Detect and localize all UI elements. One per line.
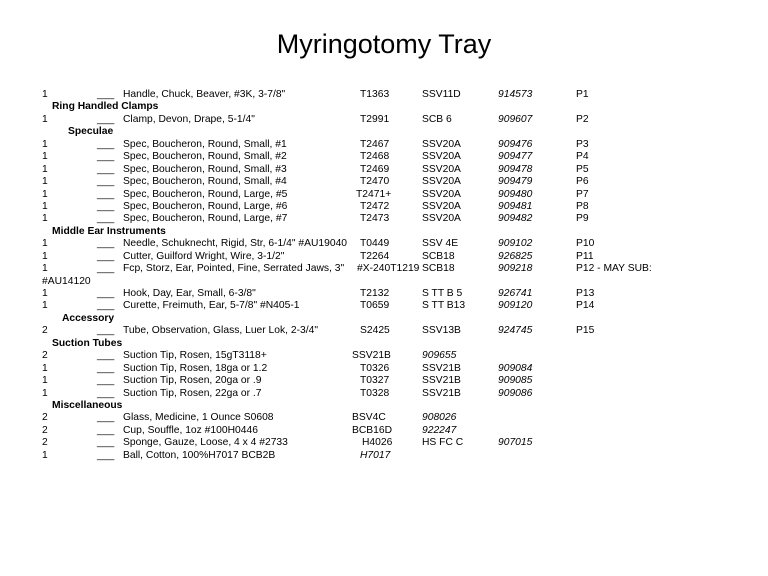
position: P6 bbox=[576, 176, 589, 188]
count-blank: ___ bbox=[97, 89, 115, 100]
item-number: 909482 bbox=[498, 213, 533, 225]
list-item bbox=[0, 437, 768, 449]
count-blank: ___ bbox=[97, 250, 115, 262]
item-number: 909481 bbox=[498, 200, 533, 212]
count-blank: ___ bbox=[97, 300, 115, 312]
description: Needle, Schuknecht, Rigid, Str, 6-1/4" #AU19040 bbox=[123, 238, 348, 250]
quantity: 1 bbox=[42, 138, 48, 150]
location-code: SSV13B bbox=[422, 325, 461, 337]
quantity: 1 bbox=[42, 387, 48, 399]
location-code: SSV20A bbox=[422, 213, 461, 225]
section-header-label: Speculae bbox=[68, 126, 114, 138]
quantity: 1 bbox=[42, 300, 48, 312]
catalog-number: T0449 bbox=[360, 238, 390, 250]
item-number: 909477 bbox=[498, 151, 533, 163]
list-item bbox=[0, 114, 768, 126]
item-number: 909120 bbox=[498, 300, 533, 312]
description: Tube, Observation, Glass, Luer Lok, 2-3/4" bbox=[123, 325, 319, 337]
item-number: 909480 bbox=[498, 188, 533, 200]
description: Spec, Boucheron, Round, Small, #4 bbox=[123, 176, 287, 188]
catalog-number: T0659 bbox=[360, 300, 390, 312]
description: Spec, Boucheron, Round, Large, #6 bbox=[123, 200, 288, 212]
quantity: 2 bbox=[42, 412, 48, 424]
count-blank: ___ bbox=[97, 449, 115, 461]
location-code: BCB16D bbox=[352, 424, 393, 436]
location-code: SSV21B bbox=[352, 350, 391, 362]
catalog-number: T2471+ bbox=[356, 188, 392, 200]
description: Suction Tip, Rosen, 22ga or .7 bbox=[123, 387, 262, 399]
wrapped-text: #AU14120 bbox=[42, 275, 91, 287]
location-code: SSV20A bbox=[422, 176, 461, 188]
item-number: 909086 bbox=[498, 387, 533, 399]
location-code: SSV21B bbox=[422, 375, 461, 387]
count-blank: ___ bbox=[97, 375, 115, 387]
section-header bbox=[0, 400, 768, 412]
wrapped-line bbox=[0, 276, 768, 288]
location-code: SCB 6 bbox=[422, 113, 452, 125]
position: P13 bbox=[576, 288, 595, 299]
count-blank: ___ bbox=[97, 213, 115, 225]
list-item bbox=[0, 201, 768, 213]
catalog-number: T0326 bbox=[360, 362, 390, 374]
location-code: SSV20A bbox=[422, 138, 461, 150]
list-item bbox=[0, 238, 768, 250]
catalog-number: #X-240T1219 bbox=[357, 263, 420, 275]
list-item bbox=[0, 288, 768, 300]
quantity: 2 bbox=[42, 424, 48, 436]
list-item bbox=[0, 89, 768, 101]
quantity: 1 bbox=[42, 213, 48, 225]
count-blank: ___ bbox=[97, 288, 115, 299]
description: Cup, Souffle, 1oz #100H0446 bbox=[123, 424, 258, 436]
quantity: 1 bbox=[42, 113, 48, 125]
description: Fcp, Storz, Ear, Pointed, Fine, Serrated Jaws, 3" bbox=[123, 263, 345, 275]
list-item bbox=[0, 213, 768, 225]
quantity: 1 bbox=[42, 288, 48, 299]
item-number: 909476 bbox=[498, 138, 533, 150]
item-number: 914573 bbox=[498, 89, 533, 100]
list-item bbox=[0, 263, 768, 275]
location-code: SSV20A bbox=[422, 163, 461, 175]
quantity: 1 bbox=[42, 362, 48, 374]
catalog-number: T2470 bbox=[360, 176, 390, 188]
quantity: 1 bbox=[42, 188, 48, 200]
description: Handle, Chuck, Beaver, #3K, 3-7/8" bbox=[123, 89, 286, 100]
list-item bbox=[0, 164, 768, 176]
item-number: 907015 bbox=[498, 437, 533, 449]
list-item bbox=[0, 450, 768, 462]
count-blank: ___ bbox=[97, 325, 115, 337]
section-header-label: Miscellaneous bbox=[52, 399, 123, 411]
catalog-number: T2467 bbox=[360, 138, 390, 150]
position: P2 bbox=[576, 113, 589, 125]
quantity: 1 bbox=[42, 238, 48, 250]
location-code: SCB18 bbox=[422, 250, 455, 262]
quantity: 2 bbox=[42, 325, 48, 337]
quantity: 1 bbox=[42, 200, 48, 212]
item-number: 926741 bbox=[498, 288, 533, 299]
position: P10 bbox=[576, 238, 595, 250]
quantity: 1 bbox=[42, 250, 48, 262]
count-blank: ___ bbox=[97, 387, 115, 399]
count-blank: ___ bbox=[97, 412, 115, 424]
count-blank: ___ bbox=[97, 238, 115, 250]
position: P7 bbox=[576, 188, 589, 200]
quantity: 1 bbox=[42, 151, 48, 163]
instrument-list bbox=[0, 89, 768, 462]
item-number: 924745 bbox=[498, 325, 533, 337]
count-blank: ___ bbox=[97, 350, 115, 362]
item-number: 909479 bbox=[498, 176, 533, 188]
description: Curette, Freimuth, Ear, 5-7/8" #N405-1 bbox=[123, 300, 300, 312]
list-item bbox=[0, 251, 768, 263]
description: Spec, Boucheron, Round, Large, #5 bbox=[123, 188, 288, 200]
location-code: SSV20A bbox=[422, 200, 461, 212]
count-blank: ___ bbox=[97, 424, 115, 436]
item-number: H7017 bbox=[360, 449, 391, 461]
section-header-label: Middle Ear Instruments bbox=[52, 225, 166, 237]
list-item bbox=[0, 412, 768, 424]
location-code: SSV21B bbox=[422, 387, 461, 399]
list-item bbox=[0, 363, 768, 375]
position: P12 - MAY SUB: bbox=[576, 263, 652, 275]
catalog-number: T0328 bbox=[360, 387, 390, 399]
count-blank: ___ bbox=[97, 263, 115, 275]
position: P15 bbox=[576, 325, 595, 337]
description: Spec, Boucheron, Round, Small, #3 bbox=[123, 163, 287, 175]
quantity: 1 bbox=[42, 449, 48, 461]
list-item bbox=[0, 325, 768, 337]
count-blank: ___ bbox=[97, 200, 115, 212]
catalog-number: T2264 bbox=[360, 250, 390, 262]
item-number: 909607 bbox=[498, 113, 533, 125]
description: Clamp, Devon, Drape, 5-1/4" bbox=[123, 113, 255, 125]
position: P1 bbox=[576, 89, 589, 100]
list-item bbox=[0, 300, 768, 312]
section-header-label: Ring Handled Clamps bbox=[52, 101, 159, 113]
catalog-number: H4026 bbox=[362, 437, 393, 449]
description: Suction Tip, Rosen, 20ga or .9 bbox=[123, 375, 262, 387]
quantity: 2 bbox=[42, 350, 48, 362]
count-blank: ___ bbox=[97, 176, 115, 188]
description: Suction Tip, Rosen, 15gT3118+ bbox=[123, 350, 267, 362]
item-number: 909478 bbox=[498, 163, 533, 175]
quantity: 1 bbox=[42, 163, 48, 175]
quantity: 1 bbox=[42, 375, 48, 387]
description: Suction Tip, Rosen, 18ga or 1.2 bbox=[123, 362, 268, 374]
item-number: 909218 bbox=[498, 263, 533, 275]
description: Spec, Boucheron, Round, Large, #7 bbox=[123, 213, 288, 225]
catalog-number: T2991 bbox=[360, 113, 390, 125]
position: P3 bbox=[576, 138, 589, 150]
quantity: 1 bbox=[42, 176, 48, 188]
catalog-number: T2472 bbox=[360, 200, 390, 212]
section-header bbox=[0, 338, 768, 350]
description: Cutter, Guilford Wright, Wire, 3-1/2" bbox=[123, 250, 285, 262]
section-header bbox=[0, 313, 768, 325]
item-number: 909102 bbox=[498, 238, 533, 250]
item-number: 908026 bbox=[422, 412, 457, 424]
location-code: S TT B13 bbox=[422, 300, 466, 312]
page-title: Myringotomy Tray bbox=[276, 29, 492, 59]
position: P11 bbox=[576, 250, 594, 262]
location-code: SCB18 bbox=[422, 263, 455, 275]
item-number: 909085 bbox=[498, 375, 533, 387]
count-blank: ___ bbox=[97, 113, 115, 125]
item-number: 926825 bbox=[498, 250, 533, 262]
quantity: 2 bbox=[42, 437, 48, 449]
count-blank: ___ bbox=[97, 138, 115, 150]
list-item bbox=[0, 388, 768, 400]
item-number: 909084 bbox=[498, 362, 533, 374]
location-code: BSV4C bbox=[352, 412, 386, 424]
count-blank: ___ bbox=[97, 362, 115, 374]
list-item bbox=[0, 350, 768, 362]
description: Hook, Day, Ear, Small, 6-3/8" bbox=[123, 288, 256, 299]
position: P14 bbox=[576, 300, 595, 312]
list-item bbox=[0, 425, 768, 437]
catalog-number: T0327 bbox=[360, 375, 390, 387]
description: Spec, Boucheron, Round, Small, #1 bbox=[123, 138, 287, 150]
position: P4 bbox=[576, 151, 589, 163]
location-code: SSV20A bbox=[422, 151, 461, 163]
count-blank: ___ bbox=[97, 163, 115, 175]
description: Sponge, Gauze, Loose, 4 x 4 #2733 bbox=[123, 437, 288, 449]
catalog-number: S2425 bbox=[360, 325, 390, 337]
catalog-number: T2132 bbox=[360, 288, 390, 299]
quantity: 1 bbox=[42, 89, 48, 100]
count-blank: ___ bbox=[97, 151, 115, 163]
count-blank: ___ bbox=[97, 437, 115, 449]
location-code: SSV 4E bbox=[422, 238, 459, 250]
location-code: SSV21B bbox=[422, 362, 461, 374]
catalog-number: T2469 bbox=[360, 163, 390, 175]
list-item bbox=[0, 176, 768, 188]
section-header-label: Suction Tubes bbox=[52, 337, 123, 349]
description: Ball, Cotton, 100%H7017 BCB2B bbox=[123, 449, 276, 461]
location-code: SSV11D bbox=[422, 89, 461, 100]
position: P5 bbox=[576, 163, 589, 175]
catalog-number: T2473 bbox=[360, 213, 390, 225]
count-blank: ___ bbox=[97, 188, 115, 200]
quantity: 1 bbox=[42, 263, 48, 275]
catalog-number: T2468 bbox=[360, 151, 390, 163]
list-item bbox=[0, 375, 768, 387]
position: P8 bbox=[576, 200, 589, 212]
list-item bbox=[0, 189, 768, 201]
location-code: S TT B 5 bbox=[422, 288, 463, 299]
section-header-label: Accessory bbox=[62, 312, 115, 324]
description: Glass, Medicine, 1 Ounce S0608 bbox=[123, 412, 274, 424]
section-header bbox=[0, 101, 768, 113]
position: P9 bbox=[576, 213, 589, 225]
catalog-number: T1363 bbox=[360, 89, 390, 100]
location-code: HS FC C bbox=[422, 437, 464, 449]
item-number: 922247 bbox=[422, 424, 457, 436]
item-number: 909655 bbox=[422, 350, 457, 362]
description: Spec, Boucheron, Round, Small, #2 bbox=[123, 151, 287, 163]
location-code: SSV20A bbox=[422, 188, 461, 200]
section-header bbox=[0, 126, 768, 138]
section-header bbox=[0, 226, 768, 238]
list-item bbox=[0, 151, 768, 163]
list-item bbox=[0, 139, 768, 151]
